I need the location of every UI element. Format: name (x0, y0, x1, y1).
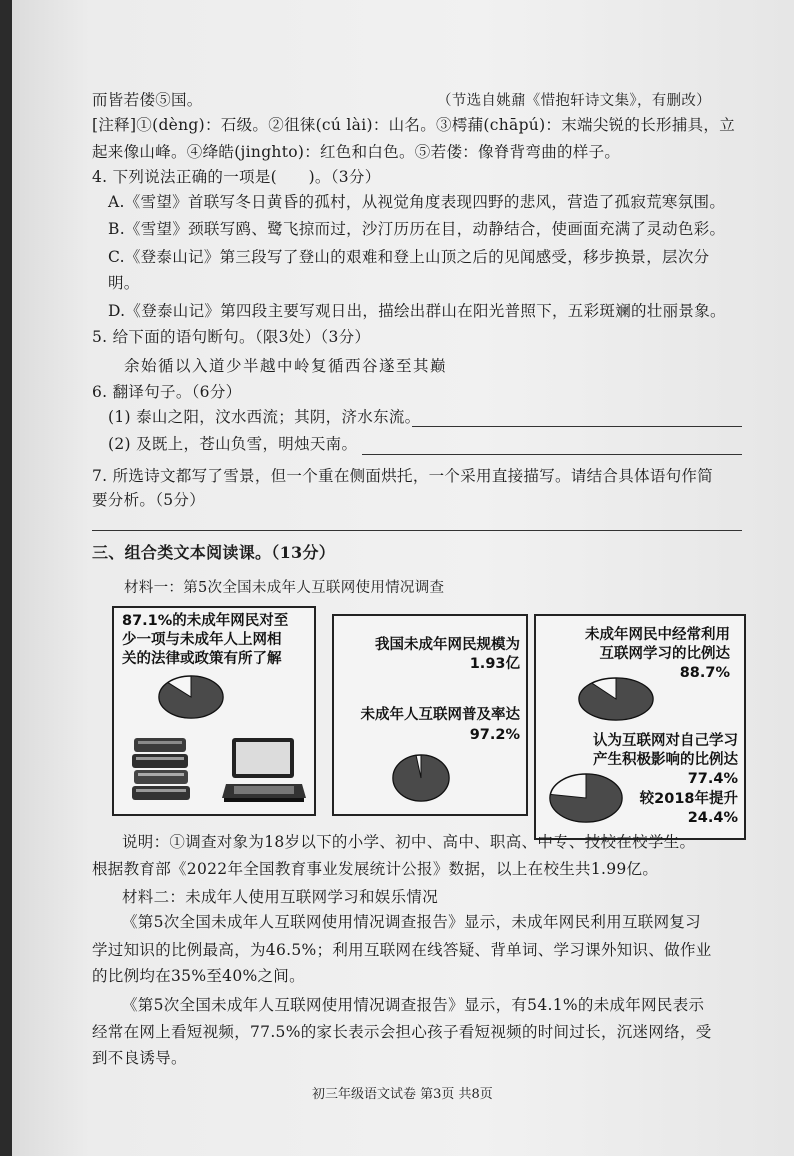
panel-3-label-a1: 未成年网民中经常利用 (585, 627, 730, 643)
material-1-title: 材料一：第5次全国未成年人互联网使用情况调查 (124, 580, 445, 596)
page-footer: 初三年级语文试卷 第3页 共8页 (312, 1087, 493, 1102)
explanation-line: 说明：①调查对象为18岁以下的小学、初中、高中、职高、中专、技校在校学生。 (122, 833, 696, 851)
panel-3-value-b: 77.4% (687, 771, 738, 787)
panel-3-value-a: 88.7% (679, 665, 730, 681)
panel-3-label-b2: 产生积极影响的比例达 (593, 752, 738, 768)
pie-chart (546, 770, 626, 826)
translate-sentence-2: (2) 及既上，苍山负雪，明烛天南。 (108, 435, 358, 453)
paragraph-line: 的比例均在35%至40%之间。 (92, 967, 305, 985)
option-a: A.《雪望》首联写冬日黄昏的孤村，从视觉角度表现四野的悲风，营造了孤寂荒寒氛围。 (108, 193, 726, 211)
option-b: B.《雪望》颈联写鸥、鹭飞掠而过，沙汀历历在目，动静结合，使画面充满了灵动色彩。 (108, 220, 726, 238)
panel-1-line-1: 87.1%的未成年网民对至 (122, 613, 289, 629)
question-5: 5. 给下面的语句断句。（限3处）（3分） (92, 328, 371, 346)
annotation-line: [注释]①(dèng)：石级。②徂徕(cú lài)：山名。③樗蒱(chāpú)：末端尖锐的长形捕具，立 (92, 116, 736, 134)
pie-chart (386, 752, 456, 804)
pie-chart (576, 674, 658, 724)
question-4: 4. 下列说法正确的一项是( )。（3分） (92, 168, 381, 186)
question-6: 6. 翻译句子。（6分） (92, 383, 242, 401)
question-7-cont: 要分析。（5分） (92, 491, 206, 509)
panel-1-line-3: 关的法律或政策有所了解 (122, 651, 282, 667)
translate-sentence-1: (1) 泰山之阳，汶水西流；其阴，济水东流。 (108, 408, 421, 426)
panel-1-line-2: 少一项与未成年人上网相 (122, 632, 282, 648)
pie-chart (156, 672, 226, 722)
paragraph-line: 《第5次全国未成年人互联网使用情况调查报告》显示，未成年网民利用互联网复习 (122, 913, 701, 931)
panel-2-label-b: 未成年人互联网普及率达 (360, 707, 520, 723)
panel-3-value-b5: 24.4% (687, 810, 738, 826)
exam-page (12, 0, 794, 1156)
books-icon (128, 732, 196, 804)
material-2-title: 材料二：未成年人使用互联网学习和娱乐情况 (122, 888, 439, 906)
annotation-line: 起来像山峰。④绛皓(jinghto)：红色和白色。⑤若偻：像脊背弯曲的样子。 (92, 143, 621, 161)
laptop-icon (222, 734, 306, 804)
paragraph-line: 经常在网上看短视频，77.5%的家长表示会担心孩子看短视频的时间过长，沉迷网络，受 (92, 1023, 712, 1041)
answer-line[interactable] (412, 426, 742, 427)
panel-2-label-a: 我国未成年网民规模为 (375, 637, 520, 653)
text-line: 而皆若偻⑤国。 (92, 91, 203, 109)
panel-3-label-b4: 较2018年提升 (639, 791, 738, 807)
pie-value-slice (393, 755, 449, 801)
option-d: D.《登泰山记》第四段主要写观日出，描绘出群山在阳光普照下，五彩斑斓的壮丽景象。 (108, 302, 726, 320)
paragraph-line: 《第5次全国未成年人互联网使用情况调查报告》显示，有54.1%的未成年网民表示 (122, 996, 705, 1014)
option-c-cont: 明。 (108, 274, 140, 292)
infographic-panel-3 (534, 614, 746, 840)
infographic-panel-2 (332, 614, 528, 816)
paragraph-line: 学过知识的比例最高，为46.5%；利用互联网在线答疑、背单词、学习课外知识、做作业 (92, 941, 712, 959)
source-note: （节选自姚鼐《惜抱轩诗文集》，有删改） (437, 93, 711, 109)
answer-line[interactable] (362, 454, 742, 455)
punctuation-passage: 余始循以入道少半越中岭复循西谷遂至其巅 (124, 357, 448, 375)
pie-chart-shapes (393, 755, 449, 801)
answer-line[interactable] (92, 530, 742, 531)
option-c: C.《登泰山记》第三段写了登山的艰难和登上山顶之后的见闻感受，移步换景，层次分 (108, 248, 710, 266)
pie-chart-shapes (550, 774, 622, 822)
panel-2-value-a: 1.93亿 (469, 656, 520, 672)
pie-chart-shapes (579, 678, 653, 720)
infographic-panel-1 (112, 606, 316, 816)
explanation-line: 根据教育部《2022年全国教育事业发展统计公报》数据，以上在校生共1.99亿。 (92, 860, 659, 878)
pie-chart-shapes (159, 676, 223, 718)
panel-2-value-b: 97.2% (469, 727, 520, 743)
panel-3-label-b1: 认为互联网对自己学习 (593, 733, 738, 749)
section-3-title: 三、组合类文本阅读课。（13分） (92, 543, 336, 562)
pie-value-slice (579, 678, 653, 720)
paragraph-line: 到不良诱导。 (92, 1049, 187, 1067)
panel-3-label-a2: 互联网学习的比例达 (599, 646, 730, 662)
question-7: 7. 所选诗文都写了雪景，但一个重在侧面烘托，一个采用直接描写。请结合具体语句作简 (92, 467, 714, 485)
